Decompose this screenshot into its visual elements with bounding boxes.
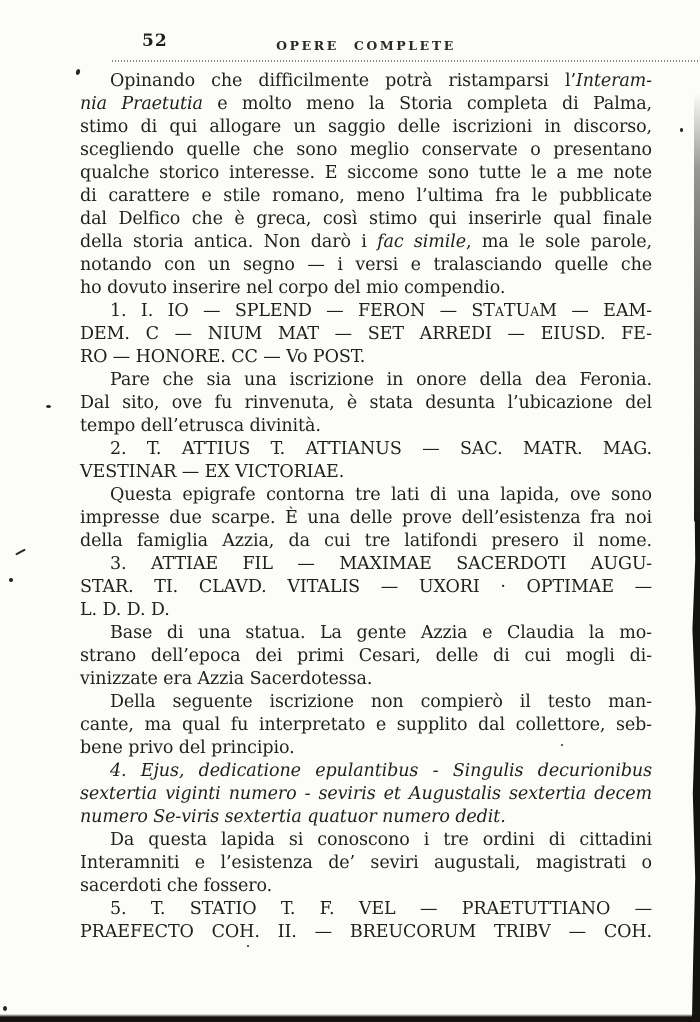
text-line <box>80 300 652 323</box>
text-line <box>80 921 652 944</box>
scan-edge-right-lower <box>692 520 700 1017</box>
text-segment: RO — HONORE. CC — Vo POST. <box>80 347 366 367</box>
text-segment: della storia antica. Non darò i <box>80 232 378 252</box>
text-segment: Base di una statua. La gente Azzia e Claudia la mo- <box>110 623 652 643</box>
text-line <box>80 622 652 645</box>
text-segment: 3. ATTIAE FIL — MAXIMAE SACERDOTI AUGU- <box>110 554 652 574</box>
text-line <box>80 392 652 415</box>
text-line <box>80 139 652 162</box>
text-segment: A <box>494 304 504 319</box>
text-line <box>80 760 652 783</box>
text-segment: 1. I. IO — SPLEND — FERON — ST <box>110 301 495 321</box>
text-segment: L. D. D. D. <box>80 600 170 620</box>
text-line <box>80 645 652 668</box>
text-segment: tempo dell’etrusca divinità. <box>80 416 321 436</box>
text-segment: strano dell’epoca dei primi Cesari, delle di cui mogli di- <box>80 646 652 666</box>
text-line <box>80 484 652 507</box>
scan-edge-right-upper <box>694 92 700 522</box>
text-line <box>80 346 652 369</box>
text-segment: PRAEFECTO COH. II. — BREUCORUM TRIBV — COH. <box>80 922 652 942</box>
text-segment: VESTINAR — EX VICTORIAE. <box>80 462 345 482</box>
text-line <box>80 461 652 484</box>
text-segment: vinizzate era Azzia Sacerdotessa. <box>80 669 373 689</box>
text-line <box>80 714 652 737</box>
text-segment: STAR. TI. CLAVD. VITALIS — UXORI · OPTIMAE — <box>80 577 652 597</box>
scan-edge-bottom <box>0 1014 700 1022</box>
text-line <box>80 93 652 116</box>
text-line <box>80 254 652 277</box>
scan-speck <box>680 128 683 132</box>
text-line <box>80 668 652 691</box>
text-segment: nia Praetutia <box>80 94 203 114</box>
text-block <box>80 70 652 944</box>
text-line <box>80 576 652 599</box>
text-segment: fac simile <box>377 232 467 252</box>
text-line <box>80 323 652 346</box>
text-line <box>80 553 652 576</box>
text-line <box>80 507 652 530</box>
text-line <box>80 185 652 208</box>
text-line <box>80 208 652 231</box>
text-segment: numero Se-viris sextertia quatuor numero dedit. <box>80 807 506 827</box>
text-segment: A <box>530 304 540 319</box>
text-segment: 5. T. STATIO T. F. VEL — PRAETUTTIANO — <box>110 899 652 919</box>
text-line <box>80 162 652 185</box>
text-line <box>80 599 652 622</box>
text-segment: M — EAM- <box>539 301 652 321</box>
text-segment: notando con un segno — i versi e tralasciando quelle che <box>80 255 652 275</box>
scan-speck <box>46 405 51 408</box>
text-line <box>80 852 652 875</box>
text-line <box>80 806 652 829</box>
text-segment: Interam- <box>575 71 652 91</box>
text-segment: Della seguente iscrizione non compierò il testo man- <box>110 692 652 712</box>
page-number: 52 <box>142 31 168 51</box>
text-segment: Interamniti e l’esistenza de’ seviri augustali, magistrati o <box>80 853 652 873</box>
text-segment: cante, ma qual fu interpretato e supplito dal collettore, seb- <box>80 715 652 735</box>
text-segment: sextertia viginti numero - seviris et Augustalis sextertia decem <box>80 784 652 804</box>
text-line <box>80 530 652 553</box>
text-line <box>80 369 652 392</box>
text-line <box>80 875 652 898</box>
text-line <box>80 829 652 852</box>
text-segment: stimo di qui allogare un saggio delle iscrizioni in discorso, <box>80 117 652 137</box>
text-segment: DEM. C — NIUM MAT — SET ARREDI — EIUSD. FE- <box>80 324 652 344</box>
text-segment: e molto meno la Storia completa di Palma, <box>202 94 652 114</box>
text-line <box>80 231 652 254</box>
text-segment: bene privo del principio. <box>80 738 295 758</box>
text-line <box>80 277 652 300</box>
text-segment: Da questa lapida si conoscono i tre ordini di cittadini <box>110 830 652 850</box>
text-segment: 4. Ejus, dedicatione epulantibus - Singulis decurionibus <box>110 761 652 781</box>
text-line <box>80 415 652 438</box>
text-line <box>80 438 652 461</box>
text-line <box>80 898 652 921</box>
text-segment: sacerdoti che fossero. <box>80 876 273 896</box>
text-segment: TU <box>503 301 531 321</box>
text-line <box>80 691 652 714</box>
scan-speck <box>561 744 563 746</box>
scan-speck <box>15 549 26 556</box>
scan-speck <box>247 945 249 947</box>
text-segment: della famiglia Azzia, da cui tre latifondi presero il nome. <box>80 531 652 551</box>
text-segment: scegliendo quelle che sono meglio conservate o presentano <box>80 140 652 160</box>
scan-speck <box>9 578 13 582</box>
running-header: OPERE COMPLETE <box>276 38 456 53</box>
header-dotted-rule <box>112 60 700 62</box>
text-segment: dal Delfico che è greca, così stimo qui inserirle qual finale <box>80 209 652 229</box>
scan-speck <box>3 1006 7 1011</box>
text-line <box>80 70 652 93</box>
text-line <box>80 783 652 806</box>
text-segment: di carattere e stile romano, meno l’ultima fra le pubblicate <box>80 186 652 206</box>
text-segment: impresse due scarpe. È una delle prove dell’esistenza fra noi <box>80 508 652 528</box>
text-segment: 2. T. ATTIUS T. ATTIANUS — SAC. MATR. MAG. <box>110 439 652 459</box>
text-line <box>80 737 652 760</box>
text-segment: , ma le sole parole, <box>466 232 652 252</box>
text-line <box>80 116 652 139</box>
text-segment: ho dovuto inserire nel corpo del mio compendio. <box>80 278 506 298</box>
text-segment: Opinando che difficilmente potrà ristamparsi l’ <box>110 71 576 91</box>
text-segment: qualche storico interesse. E siccome sono tutte le a me note <box>80 163 652 183</box>
text-segment: Dal sito, ove fu rinvenuta, è stata desunta l’ubicazione del <box>80 393 652 413</box>
text-segment: Pare che sia una iscrizione in onore della dea Feronia. <box>110 370 652 390</box>
text-segment: Questa epigrafe contorna tre lati di una lapida, ove sono <box>110 485 652 505</box>
